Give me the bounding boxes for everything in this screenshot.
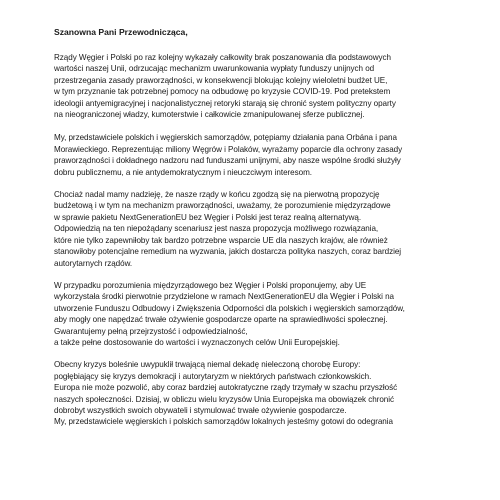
text-line: praworządności i dokładnego nadzoru nad funduszami unijnymi, aby nasze wspólne środki służyły xyxy=(54,156,401,166)
text-line: Rządy Węgier i Polski po raz kolejny wykazały całkowity brak poszanowania dla podstawowych xyxy=(54,53,391,62)
text-line: Obecny kryzys boleśnie uwypuklił trwającą niemal dekadę nieleczoną chorobę Europy: xyxy=(54,360,361,370)
text-line: My, przedstawiciele polskich i węgierskich samorządów, potępiamy działania pana Orbána i pana xyxy=(54,133,397,143)
text-line: autorytarnych rządów. xyxy=(54,258,133,268)
text-line: naszych społeczności. Dzisiaj, w obliczu wielu kryzysów Unia Europejska ma obowiązek chronić xyxy=(54,394,394,404)
text-line: utworzenie Funduszu Odbudowy i Zwiększenia Odporności dla polskich i węgierskich samorządów, xyxy=(54,303,405,313)
text-line: stanowiłoby potencjalne remedium na wyzwania, jakich dostarcza polityka naszych, coraz bardziej xyxy=(54,247,402,257)
text-line: wykorzystała środki pierwotnie przydzielone w ramach NextGenerationEU dla Węgier i Polski na xyxy=(54,292,394,302)
text-line: Gwarantujemy pełną przejrzystość i odpowiedzialność, xyxy=(54,326,248,336)
text-line: W przypadku porozumienia międzyrządowego bez Węgier i Polski proponujemy, aby UE xyxy=(54,280,367,290)
text-line: budżetową i w tym na mechanizm praworządności, uważamy, że porozumienie międzyrządowe xyxy=(54,201,391,211)
text-line: w sprawie pakietu NextGenerationEU bez Węgier i Polski jest teraz realną alternatywą. xyxy=(54,212,362,222)
text-line: pogłębiający się kryzys demokracji i autorytaryzm w niektórych państwach członkowskich. xyxy=(54,371,372,381)
paragraph-3 xyxy=(54,189,460,269)
paragraph-4 xyxy=(54,280,460,348)
text-line: ideologii antyemigracyjnej i nacjonalistycznej retoryki starają się chronić system polityczny oparty xyxy=(54,98,396,108)
text-line: przestrzegania zasady praworządności, w konsekwencji blokując kolejny wieloletni budżet UE, xyxy=(54,75,388,85)
text-line: a także pełne dostosowanie do wartości i wyznaczonych celów Unii Europejskiej. xyxy=(54,337,340,347)
text-line: Odpowiedzią na ten niepożądany scenariusz jest nasza propozycja możliwego rozwiązania, xyxy=(54,224,379,234)
text-line: Chociaż nadal mamy nadzieję, że nasze rządy w końcu zgodzą się na pierwotną propozycję xyxy=(54,190,380,200)
text-line: Europa nie może pozwolić, aby coraz bardziej autokratyczne rządy trzymały w szachu przyszłość xyxy=(54,383,398,393)
text-line: które nie tylko zapewniłoby tak bardzo potrzebne wsparcie UE dla naszych krajów, ale również xyxy=(54,235,388,245)
salutation: Szanowna Pani Przewodnicząca, xyxy=(54,27,188,37)
paragraph-2 xyxy=(54,132,460,178)
text-line: dobrobyt wszystkich swoich obywateli i stymulować trwałe ożywienie gospodarcze. xyxy=(54,405,347,415)
text-line: My, przedstawiciele węgierskich i polskich samorządów lokalnych jesteśmy gotowi do odegrania xyxy=(54,417,393,427)
text-line: aby mogły one napędzać trwałe ożywienie gospodarcze oparte na sprawiedliwości społecznej. xyxy=(54,315,388,325)
letter-body xyxy=(54,52,460,428)
text-line: wartości naszej Unii, odrzucając mechanizm uwarunkowania wypłaty funduszy unijnych od xyxy=(54,64,375,74)
text-line: na nieograniczonej władzy, kumoterstwie i całkowicie zmanipulowanej sferze publicznej. xyxy=(54,110,365,120)
text-line: dobru publicznemu, a nie antydemokratycznym i nieuczciwym interesom. xyxy=(54,167,312,177)
text-line: Morawieckiego. Reprezentując miliony Węgrów i Polaków, wyrażamy poparcie dla ochrony zasady xyxy=(54,144,403,154)
paragraph-1 xyxy=(54,52,460,120)
text-line: w tym przyznanie tak potrzebnej pomocy na odbudowę po kryzysie COVID-19. Pod pretekstem xyxy=(54,87,391,97)
paragraph-5 xyxy=(54,359,460,427)
